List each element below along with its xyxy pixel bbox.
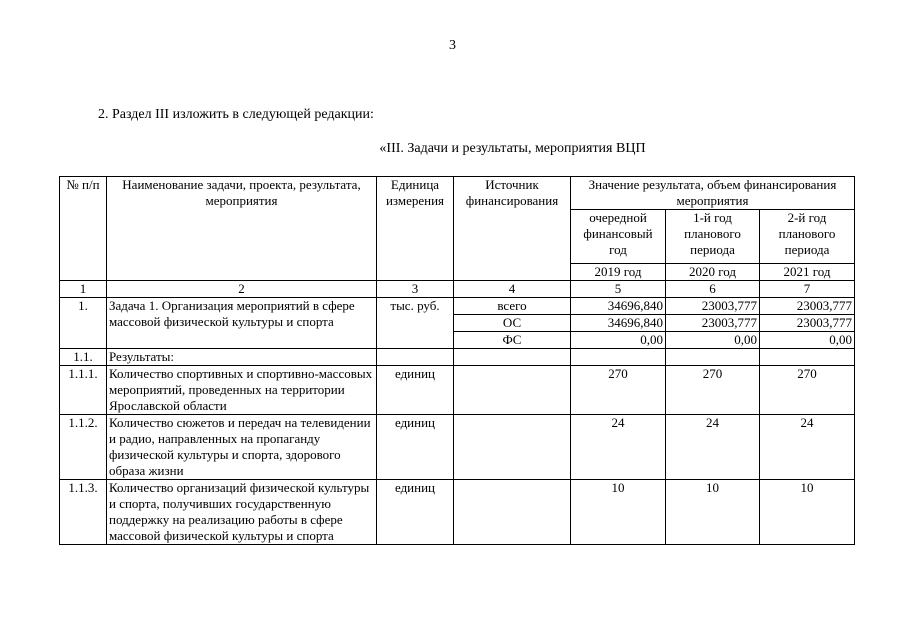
column-number: 3 [377,281,454,298]
header-year3: 2021 год [760,264,855,281]
header-source: Источник финансирования [454,177,571,281]
result-num: 1.1.2. [60,415,107,480]
task-value: 34696,840 [571,315,666,332]
result-num: 1.1.3. [60,480,107,545]
result-value: 10 [571,480,666,545]
result-value: 270 [666,366,760,415]
empty-cell [454,349,571,366]
empty-cell [377,349,454,366]
header-name: Наименование задачи, проекта, результата, мероприятия [107,177,377,281]
header-year2: 2020 год [666,264,760,281]
column-number: 5 [571,281,666,298]
results-label: Результаты: [107,349,377,366]
section-title: «III. Задачи и результаты, мероприятия ВЦП [379,141,646,156]
header-year1: 2019 год [571,264,666,281]
task-value: 34696,840 [571,298,666,315]
header-year2-label: 1-й год планового периода [666,210,760,264]
result-value: 10 [760,480,855,545]
column-number: 6 [666,281,760,298]
result-value: 270 [571,366,666,415]
header-year1-label: очередной финансовый год [571,210,666,264]
task-source: ФС [454,332,571,349]
column-numbers-row [60,281,855,298]
result-row [60,480,855,545]
task-value: 23003,777 [760,298,855,315]
result-value: 270 [760,366,855,415]
task-value: 0,00 [571,332,666,349]
header-row [60,177,855,210]
results-heading-row [60,349,855,366]
result-value: 24 [571,415,666,480]
result-row [60,366,855,415]
result-unit: единиц [377,480,454,545]
task-unit: тыс. руб. [377,298,454,349]
task-value: 23003,777 [760,315,855,332]
task-row [60,298,855,315]
result-value: 10 [666,480,760,545]
column-number: 7 [760,281,855,298]
result-unit: единиц [377,415,454,480]
result-source [454,415,571,480]
task-value: 23003,777 [666,315,760,332]
task-source: ОС [454,315,571,332]
task-num: 1. [60,298,107,349]
empty-cell [666,349,760,366]
header-year3-label: 2-й год планового периода [760,210,855,264]
task-value: 0,00 [760,332,855,349]
column-number: 4 [454,281,571,298]
header-value-group: Значение результата, объем финансирования мероприятия [571,177,855,210]
header-unit: Единица измерения [377,177,454,281]
intro-text: 2. Раздел III изложить в следующей редакции: [98,107,374,122]
task-value: 0,00 [666,332,760,349]
result-source [454,366,571,415]
result-name: Количество организаций физической культуры и спорта, получивших государственную поддержку на реализацию работы в сфере массовой физической культуры и спорта [107,480,377,545]
page-number: 3 [449,38,456,53]
task-source: всего [454,298,571,315]
result-value: 24 [760,415,855,480]
task-name: Задача 1. Организация мероприятий в сфере массовой физической культуры и спорта [107,298,377,349]
result-row [60,415,855,480]
result-unit: единиц [377,366,454,415]
task-value: 23003,777 [666,298,760,315]
results-num: 1.1. [60,349,107,366]
result-num: 1.1.1. [60,366,107,415]
column-number: 2 [107,281,377,298]
empty-cell [760,349,855,366]
result-name: Количество сюжетов и передач на телевидении и радио, направленных на пропаганду физической культуры и спорта, здорового образа жизни [107,415,377,480]
column-number: 1 [60,281,107,298]
empty-cell [571,349,666,366]
result-name: Количество спортивных и спортивно-массовых мероприятий, проведенных на территории Ярославской области [107,366,377,415]
result-source [454,480,571,545]
result-value: 24 [666,415,760,480]
results-table [59,176,855,545]
header-num: № п/п [60,177,107,281]
